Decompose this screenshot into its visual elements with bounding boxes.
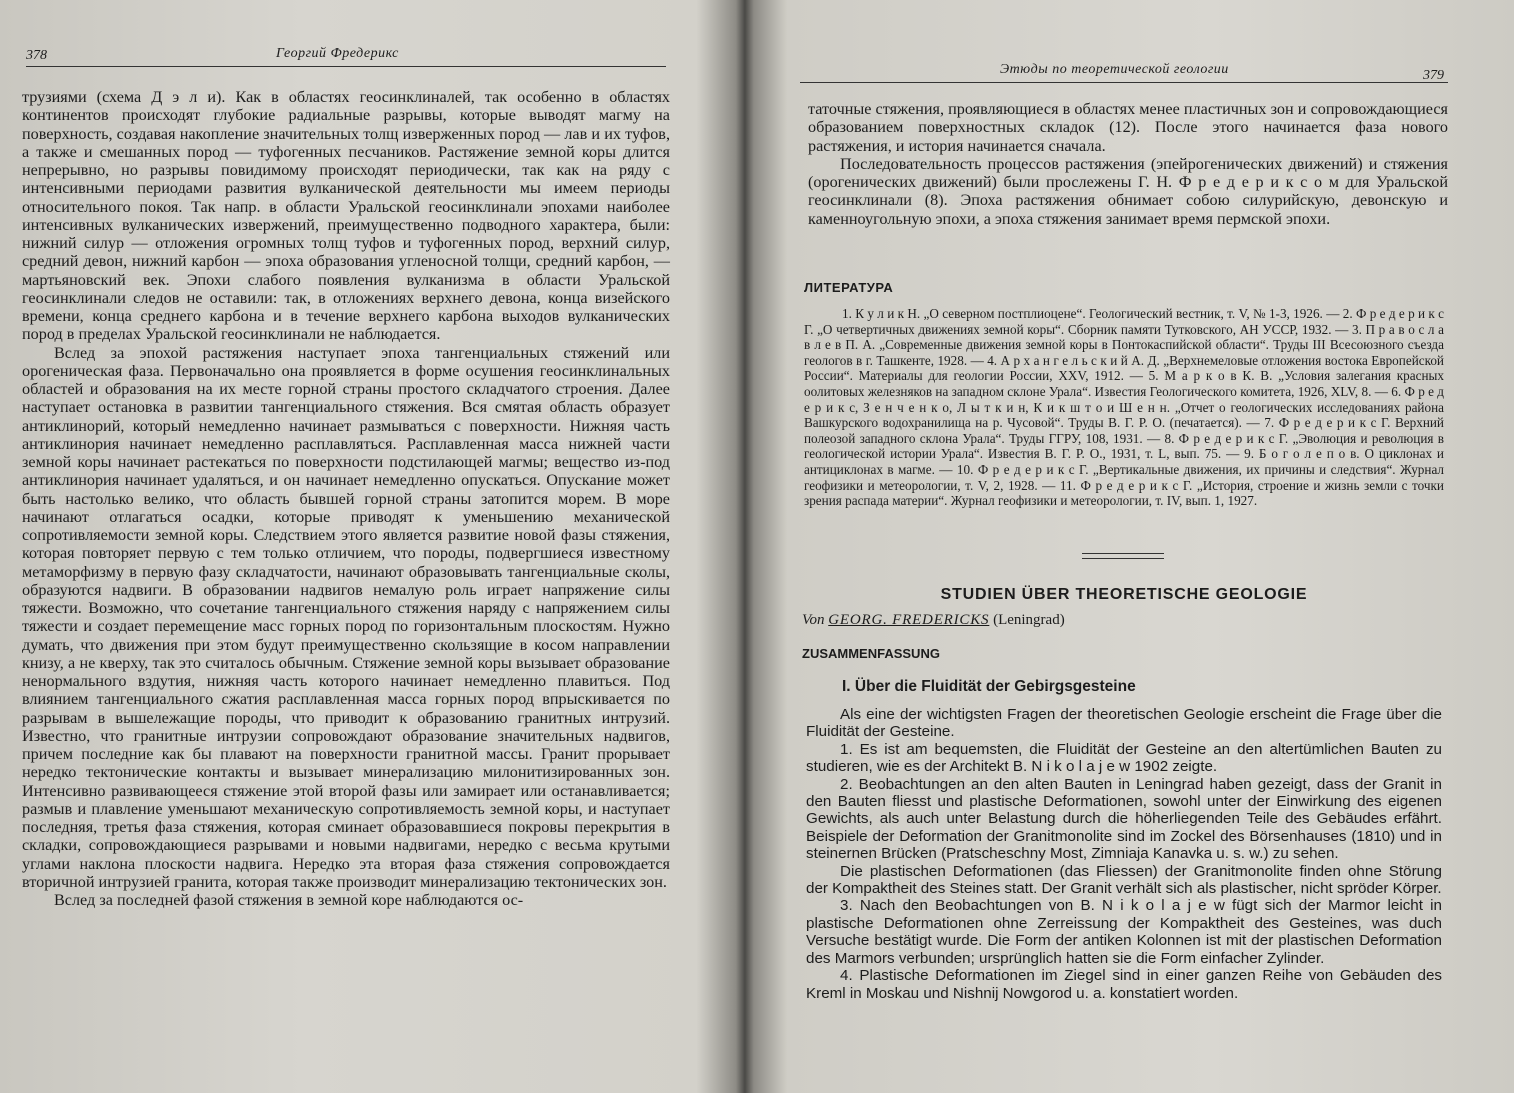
left-paragraph-1: трузиями (схема Д э л и). Как в областях геосинклиналей, так особенно в областях континентов происходят глубокие радиальные разрывы, которые выводят магму на поверхность, создавая накопление значительных толщ изверженных пород — лав и их туфов, а также и смешанных пород — туфогенных песчаников. Растяжение земной коры длится непрерывно, но разрывы повидимому происходят периодически, так как на ряду с интенсивными периодами развития вулканической деятельности мы имеем периоды относительного покоя. Так напр. в области Уральской геосинклинали эпохами наиболее интенсивных вулканических извержений, преимущественно подводного характера, были: нижний силур — отложения огромных толщ туфов и туфогенных пород, верхний силур, средний девон, нижний карбон — эпоха образования угленосной толщи, средний карбон, — мартьяновский век. Эпохи слабого появления вулканизма в области Уральской геосинклинали следов не оставили: так, в отложениях верхнего девона, конца визейского времени, конца среднего карбона и в течение верхнего карбона выходов вулканических пород в пределах Уральской геосинклинали не наблюдается. <box>22 88 670 344</box>
right-running-header <box>800 60 1448 83</box>
section-divider <box>1082 553 1164 559</box>
left-page <box>20 0 670 1093</box>
literature-text: 1. К у л и к Н. „О северном постплиоцене“. Геологический вестник, т. V, № 1-3, 1926. — 2. Ф р е д е р и к с Г. „О четвертичных движениях земной коры“. Сборник памяти Тутковского, АН УССР, 1932. — 3. П р а в о с л а в л е в П. А. „Современные движения земной коры в Понтокаспийской области“. Труды III Всесоюзного съезда геологов в г. Ташкенте, 1928. — 4. А р х а н г е л ь с к и й А. Д. „Верхнемеловые отложения востока Европейской России“. Материалы для геологии России, XXV, 1912. — 5. М а р к о в К. В. „Условия залегания красных оолитовых железняков на западном склоне Урала“. Известия Геологического комитета, 1926, XLV, 8. — 6. Ф р е д е р и к с, З е н ч е н к о, Л ы т к и н, К и к ш т о и Ш е н н. „Отчет о геологических исследованиях района Вашкурского водохранилища на р. Чусовой“. Труды В. Г. Р. О. (печатается). — 7. Ф р е д е р и к с Г. Верхний полеозой западного склона Урала“. Труды ГГРУ, 108, 1931. — 8. Ф р е д е р и к с Г. „Эволюция и революция в геологической истории Урала“. Известия В. Г. Р. О., 1931, т. L, вып. 75. — 9. Б о г о л е п о в. О циклонах и антициклонах в магме. — 10. Ф р е д е р и к с Г. „Вертикальные движения, их причины и следствия“. Журнал геофизики и метеорологии, т. V, 2, 1928. — 11. Ф р е д е р и к с Г. „История, строение и жизнь земли с точки зрения распада материи“. Журнал геофизики и метеорологии, т. IV, вып. 1, 1927. <box>804 306 1444 509</box>
german-paragraph-6: 4. Plastische Deformationen im Ziegel sind in einer ganzen Reihe von Gebäuden des Kreml in Moskau und Nishnij Nowgorod u. a. konstatiert worden. <box>806 967 1442 1002</box>
right-page-number: 379 <box>1423 68 1444 83</box>
left-paragraph-3: Вслед за последней фазой стяжения в земной коре наблюдаются ос- <box>54 891 524 909</box>
left-paragraph-2: Вслед за эпохой растяжения наступает эпоха тангенциальных стяжений или орогеническая фаза. Первоначально она проявляется в форме осушения геосинклинальных областей и образования на их месте горной страны простого складчатого строения. Далее наступает остановка в развитии тангенциального стяжения. Вся смятая область образует антиклинорий, который немедленно начинает размываться с поверхности. Нижняя часть антиклинория начинает немедленно расплавляться. Расплавленная масса нижней части земной коры начинает растекаться по поверхности подстилающей магмы; вещество из-под антиклинория начинает удаляться, и он начинает немедленно опускаться. Опускание может быть настолько велико, что область бывшей горной страны затопится морем. В море начинают отлагаться осадки, которые приводят к уменьшению механической сопротивляемости земной коры. Следствием этого является развитие новой фазы стяжения, которая повторяет первую с тем только отличием, что породы, подвергшиеся известному метаморфизму в первую фазу складчатости, начинают образовывать тангенциальные сколы, образуются надвиги. В образовании надвигов немалую роль играет напряжение силы тяжести. Возможно, что сочетание тангенциального стяжения наряду с напряжением силы тяжести и создает перемещение масс горных пород по горизонтальным плоскостям. Нужно думать, что движения при этом будут преимущественно скользящие в косом направлении книзу, а не кверху, так это считалось обычным. Стяжение земной коры вызывает образование ненормального вздутия, нижняя часть которого начинает немедленно плавиться. Под влиянием тангенциального сжатия расплавленная масса горных пород впрыскивается по разрывам в вышележащие породы, что приводит к образованию гранитных интрузий. Известно, что гранитные интрузии сопровождают образование значительных надвигов, причем последние как бы плавают на поверхности гранитной массы. Гранит прорывает нередко тектонические контакты и вызывает минерализацию милонитизированных зон. Интенсивно развивающееся стяжение этой второй фазы или замирает или останавливается; размыв и плавление уменьшают механическую сопротивляемость земной коры, и наступает последняя, третья фаза стяжения, которая сминает образовавшиеся покровы перекрытия в складки, сопровождающиеся разрывами и новыми надвигами, нередко с весьма крутыми углами наклона плоскости надвига. Нередко эта вторая фаза стяжения сопровождается вторичной интрузией гранита, которая также производит минерализацию тектонических зон. <box>22 343 670 891</box>
literature-list <box>804 306 1444 509</box>
right-body-text <box>808 100 1448 228</box>
german-paragraph-3: 2. Beobachtungen an den alten Bauten in Leningrad haben gezeigt, dass der Granit in den Bauten fliesst und plastische Deformationen, sowohl unter der Einwirkung des eigenen Gewichts, als auch unter Belastung durch die höherliegenden Teile des Gebäudes erfährt. Beispiele der Deformation der Granitmonolite sind im Zockel des Börsenhauses (1810) und in steinernen Brücken (Pratscheschny Most, Zimniaja Kanavka u. s. w.) zu sehen. <box>806 775 1442 863</box>
left-body-text <box>22 88 670 909</box>
german-paragraph-1: Als eine der wichtigsten Fragen der theoretischen Geologie erscheint die Frage über die Fluidität der Gesteine. <box>806 706 1442 741</box>
german-title: STUDIEN ÜBER THEORETISCHE GEOLOGIE <box>940 586 1308 603</box>
right-page <box>800 0 1450 1093</box>
left-running-header <box>26 44 666 67</box>
german-paragraph-5: 3. Nach den Beobachtungen von B. N i k o l a j e w fügt sich der Marmor leicht in plastische Deformationen ohne Zerreissung der Kompaktheit des Gesteines, was duch Versuche bestätigt wurde. Die Form der antiken Kolonnen ist mit der plastischen Deformation des Marmors verbunden; ursprünglich hatten sie die Form einfacher Zylinder. <box>806 897 1442 967</box>
left-page-number: 378 <box>26 48 47 63</box>
german-body-text <box>806 706 1442 1002</box>
author-name: GEORG. FREDERICKS <box>828 612 990 628</box>
german-author-line <box>802 612 1065 629</box>
right-paragraph-1: таточные стяжения, проявляющиеся в областях менее пластичных зон и сопровождающиеся образованием поверхностных складок (12). После этого начинается фаза нового растяжения, и история начинается сначала. <box>808 100 1448 155</box>
literature-heading: ЛИТЕРАТУРА <box>804 280 894 295</box>
section-heading: I. Über die Fluidität der Gebirgsgesteine <box>842 678 1136 695</box>
summary-heading: ZUSAMMENFASSUNG <box>802 646 940 661</box>
german-paragraph-2: 1. Es ist am bequemsten, die Fluidität der Gesteine an den altertümlichen Bauten zu studieren, wie es der Architekt B. N i k o l a j e w 1902 zeigte. <box>806 740 1442 776</box>
left-running-title: Георгий Фредерикс <box>276 46 399 61</box>
author-place: (Leningrad) <box>993 612 1065 628</box>
right-running-title: Этюды по теоретической геологии <box>1000 62 1229 77</box>
right-paragraph-2: Последовательность процессов растяжения (эпейрогенических движений) и стяжения (орогенических движений) были прослежены Г. Н. Ф р е д е р и к с о м для Уральской геосинклинали (8). Эпоха растяжения обнимает собою силурийскую, девонскую и каменноугольную эпохи, а эпоха стяжения занимает время пермской эпохи. <box>808 154 1448 228</box>
german-paragraph-4: Die plastischen Deformationen (das Fliessen) der Granitmonolite finden ohne Störung der Kompaktheit des Steines statt. Der Granit verhält sich als plastischer, nicht spröder Körper. <box>806 862 1442 898</box>
author-prefix: Von <box>802 612 825 628</box>
